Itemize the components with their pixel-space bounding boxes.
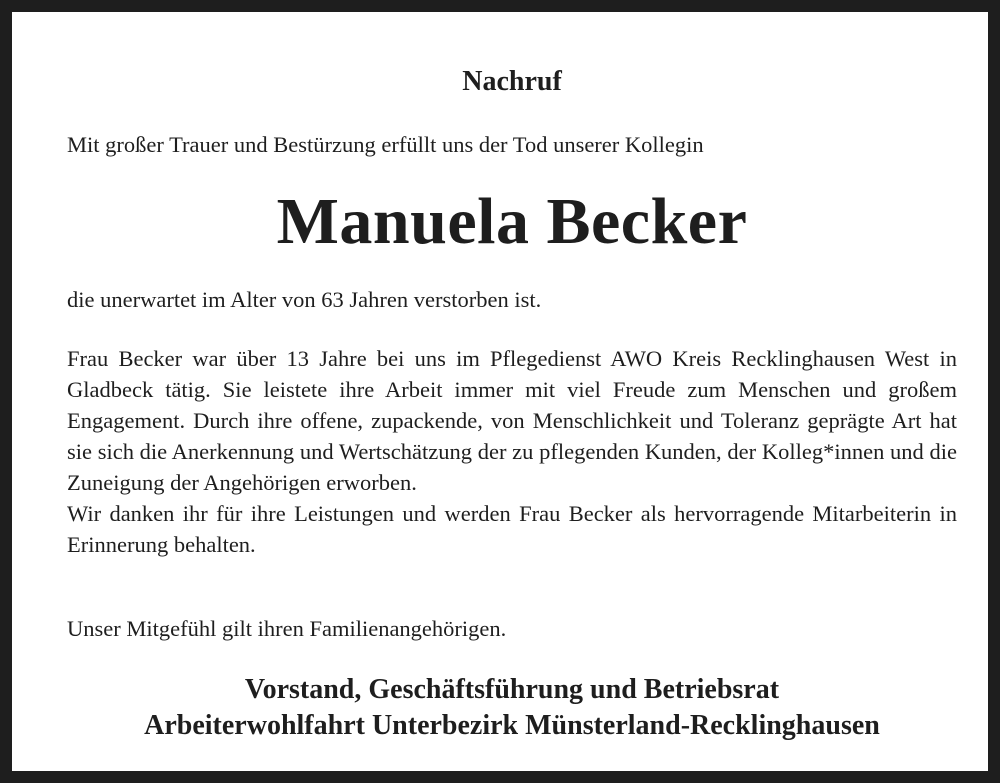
intro-text: Mit großer Trauer und Bestürzung erfüllt uns der Tod unserer Kollegin [67,132,704,157]
tribute-body [67,343,957,560]
deceased-name: Manuela Becker [276,185,748,258]
tribute-paragraph: Frau Becker war über 13 Jahre bei uns im Pflegedienst AWO Kreis Recklinghausen West in Gladbeck tätig. Sie leistete ihre Arbeit immer mit viel Freude zum Menschen und großem Engagement. Durch ihre offene, zupackende, von Menschlichkeit und Toleranz geprägte Art hat sie sich die Anerkennung und Wertschätzung der zu pflegenden Kunden, der Kolleg*innen und die Zuneigung der Angehörigen erworben. [67,346,957,495]
signature-block [67,672,957,744]
signature-line-board: Vorstand, Geschäftsführung und Betriebsrat [244,674,780,705]
signature-line-organization: Arbeiterwohlfahrt Unterbezirk Münsterland-Recklinghausen [144,710,880,741]
age-text: die unerwartet im Alter von 63 Jahren verstorben ist. [67,287,542,312]
condolence-text: Unser Mitgefühl gilt ihren Familienangehörigen. [67,616,507,641]
thanks-paragraph: Wir danken ihr für ihre Leistungen und werden Frau Becker als hervorragende Mitarbeiterin in Erinnerung behalten. [67,501,957,557]
notice-heading: Nachruf [462,66,562,97]
